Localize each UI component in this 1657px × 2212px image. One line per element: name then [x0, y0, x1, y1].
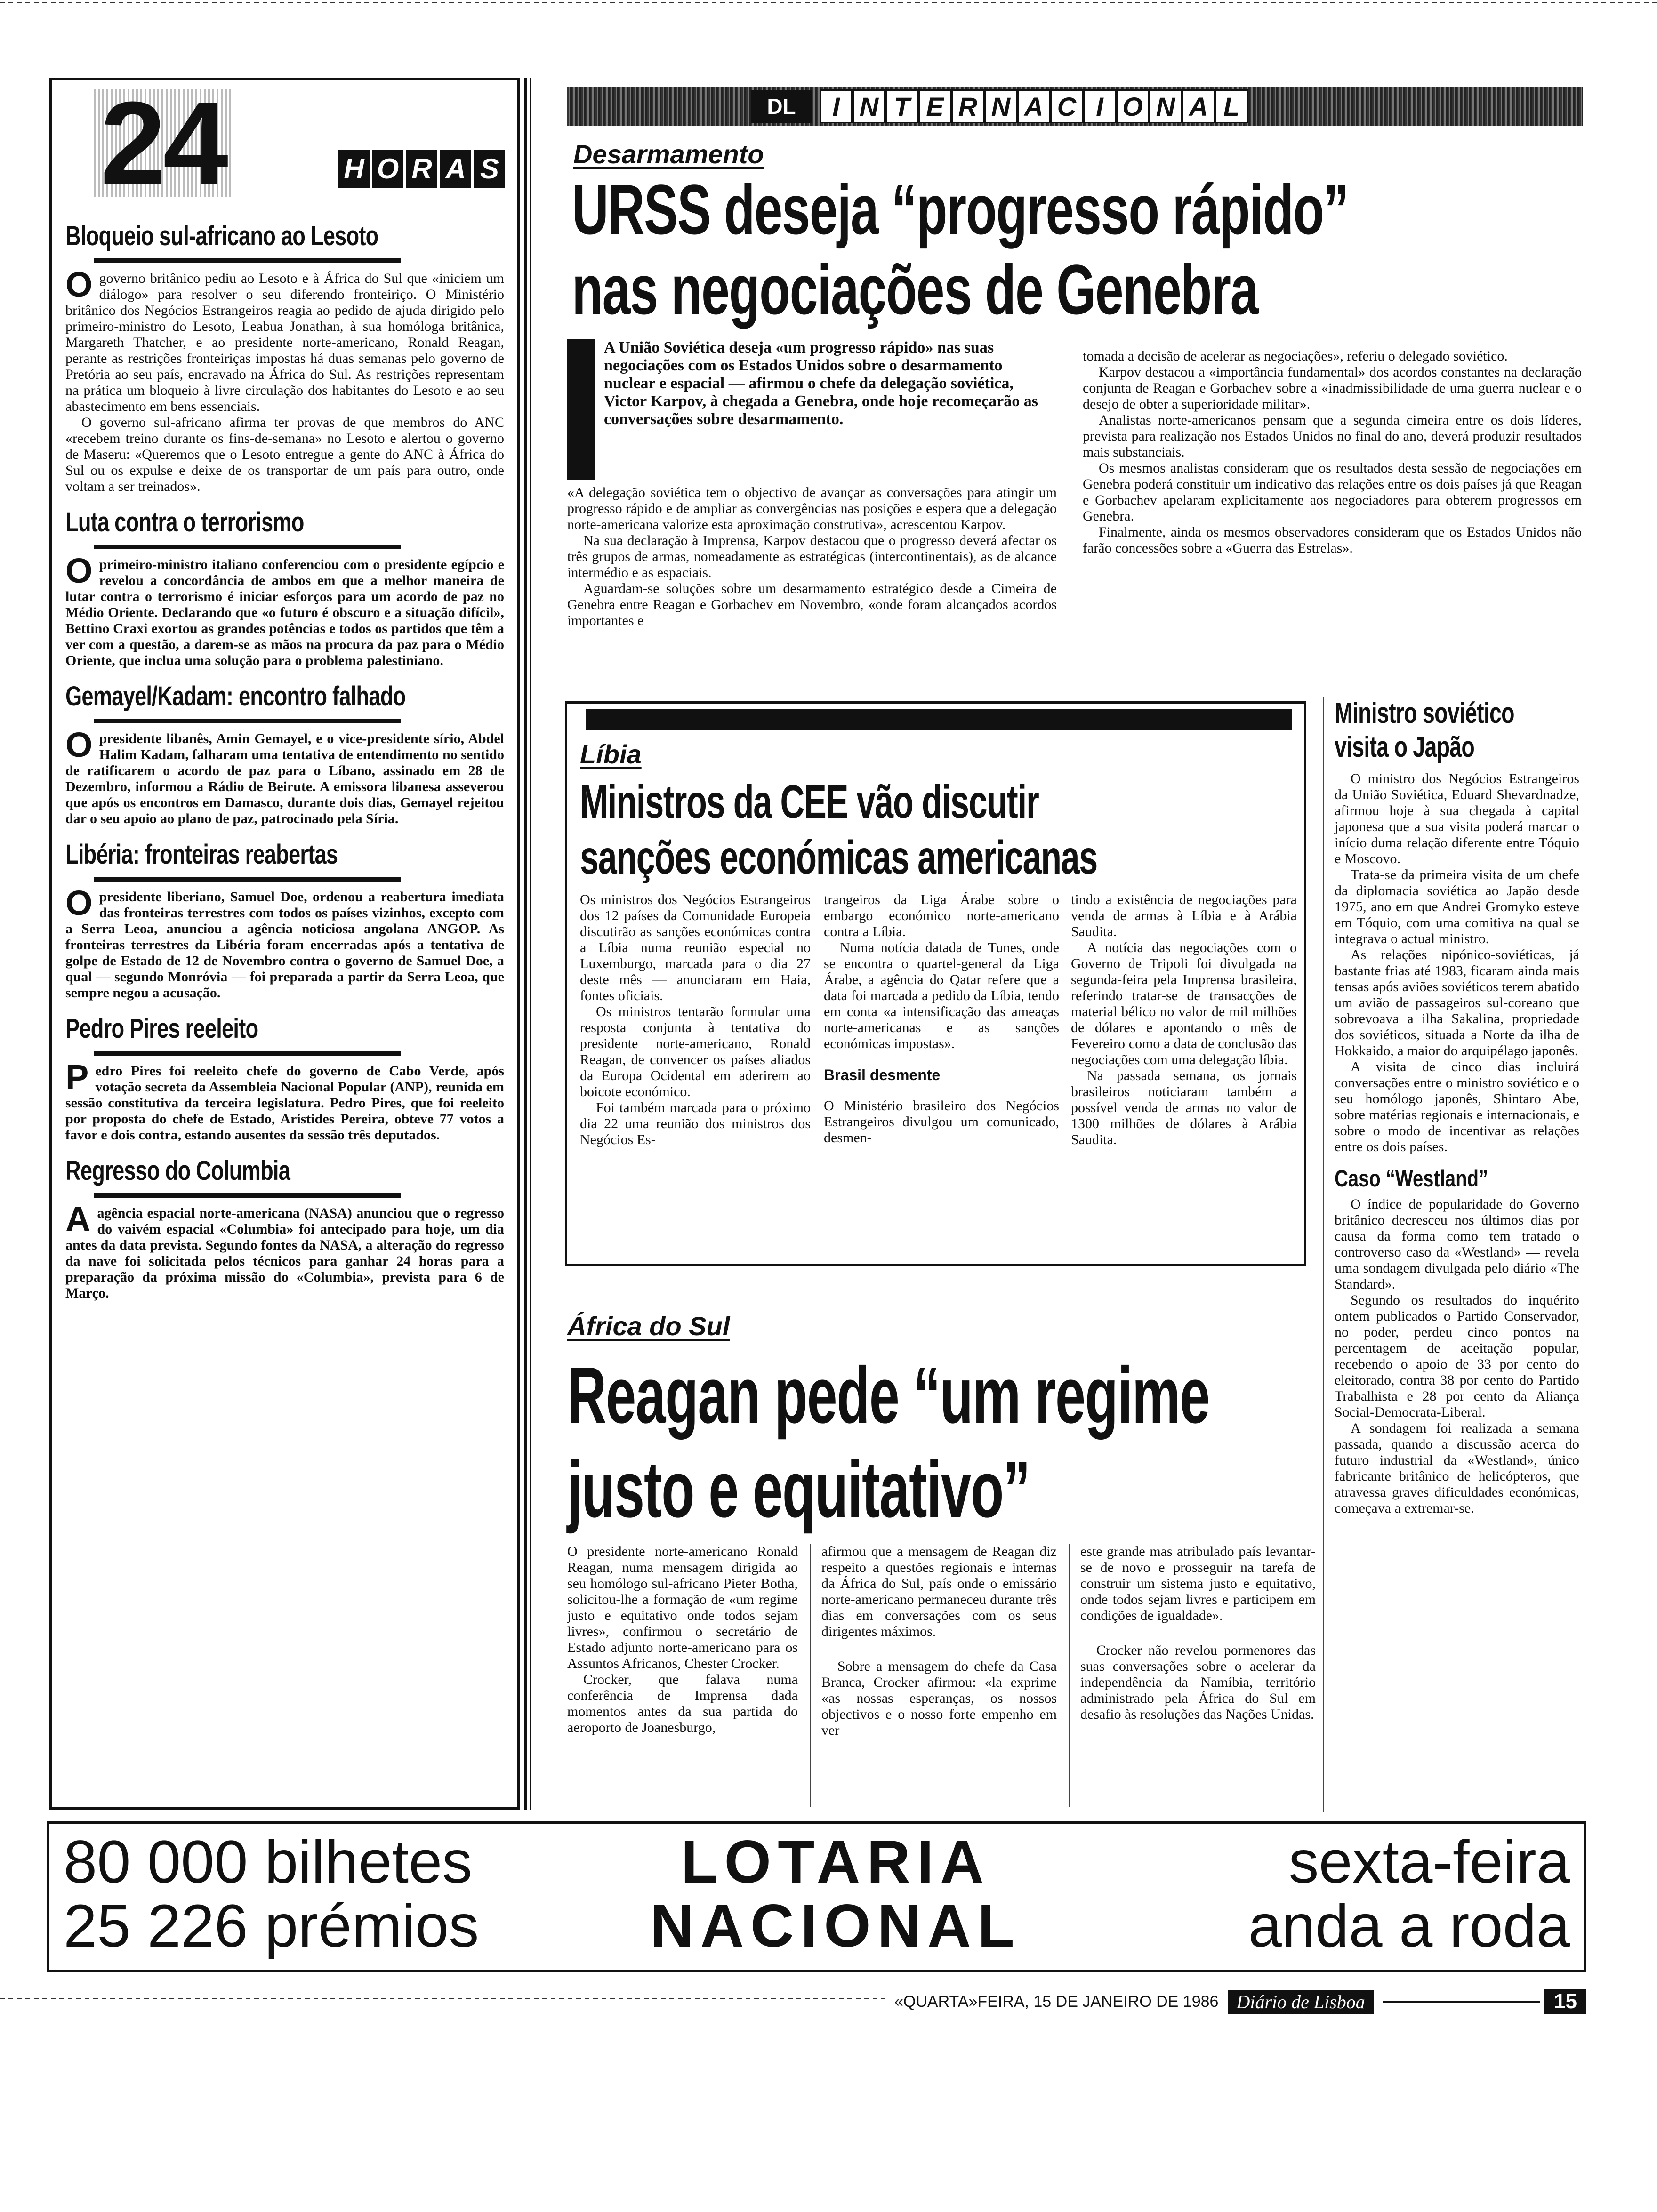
ad-right-text [1248, 1830, 1570, 1958]
brief-text: O governo sul-africano afirma ter provas de que membros do ANC «recebem treino durante os fins-de-semana» no Lesoto e alertou o governo de Maseru: «Queremos que o Lesoto entregue a gente do ANC à África do Sul ou os expulse e deixe de os transportar de um país para outro, onde voltam a ser treinados». [65, 415, 504, 494]
paragraph: trangeiros da Liga Árabe sobre o embargo económico norte-americano contra a Líbia. [824, 892, 1059, 939]
ad-left-text [64, 1830, 479, 1958]
brief-liberia [65, 839, 504, 1001]
title-rule [94, 545, 401, 549]
cut-line [0, 1998, 885, 1999]
section-letter: N [853, 89, 885, 123]
brief-text: O governo britânico pediu ao Lesoto e à África do Sul que «iniciem um diálogo» para resolver o seu diferendo fronteiriço. O Ministério britânico dos Negócios Estrangeiros reagia ao pedido de ajuda dirigido pelo primeiro-ministro do Lesoto, Leabua Jonathan, à sua homóloga britânica, Margareth Thatcher, e ao presidente norte-americano, Ronald Reagan, perante as restrições fronteiriças impostas há duas semanas pelo governo de Pretória ao seu país, encravado na África do Sul. As restrições representam na prática um bloqueio à livre circulação dos habitantes do Lesoto e ao seu abastecimento em bens essenciais. [65, 265, 504, 414]
article-column [1080, 1544, 1316, 1723]
ad-line: LOTARIA [681, 1828, 990, 1896]
brief-text: O presidente liberiano, Samuel Doe, ordenou a reabertura imediata das fronteiras terrestres com todos os países vizinhos, excepto com a Serra Leoa, anunciou a agência noticiosa angolana ANGOP. As fronteiras terrestres da Libéria foram encerradas após a tentativa de golpe de Estado de 12 de Novembro contra o governo de Samuel Doe, a qual — segundo Monróvia — foi preparada a partir da Serra Leoa, que sempre negou a acusação. [65, 883, 504, 1001]
column-rule [530, 78, 531, 1810]
paragraph: Karpov destacou a «importância fundamental» dos acordos constantes na declaração conjunta de Reagan e Gorbachev sobre a «inadmissibilidade de uma guerra nuclear e o desejo de obter a superioridade militar». [1083, 364, 1582, 412]
ad-line: sexta-feira [1288, 1828, 1570, 1896]
section-letter: A [1017, 89, 1050, 123]
paragraph: O índice de popularidade do Governo britânico decresceu nos últimos dias por causa da forma como tem tratado o controverso caso da «Westland» — revela uma sondagem divulgada pelo diário «The Standard». [1335, 1196, 1579, 1292]
drop-cap: O [65, 265, 93, 304]
column-rule [524, 78, 527, 1810]
paragraph: Analistas norte-americanos pensam que a segunda cimeira entre os dois líderes, prevista para realização nos Estados Unidos no final do ano, deverá produzir resultados mais substanciais. [1083, 412, 1582, 460]
paragraph: Numa notícia datada de Tunes, onde se encontra o quartel-general da Liga Árabe, a agência do Qatar refere que a data foi marcada a pedido da Líbia, tendo em conta «a intensificação das ameaças norte-americanas e as sanções económicas impostas». [824, 940, 1059, 1051]
footer-rule [1383, 2001, 1540, 2003]
cut-line [0, 2, 1657, 3]
paragraph: Os ministros tentarão formular uma resposta conjunta à tentativa do presidente norte-americano, Ronald Reagan, de convencer os países aliados da Europa Ocidental em aderirem ao boicote económico. [580, 1004, 811, 1099]
brief-text: O primeiro-ministro italiano conferenciou com o presidente egípcio e revelou a concordância de ambos em que a melhor maneira de lutar contra o terrorismo é iniciar esforços para um acordo de paz no Médio Oriente. Declarando que «o futuro é obscuro e a situação difícil», Bettino Craxi exortou as grandes potências e todos os partidos que têm a ver com a questão, a darem-se as mãos na procura da paz para o Médio Oriente, que inclua uma solução para o problema palestiniano. [65, 551, 504, 668]
issue-date: «QUARTA»FEIRA, 15 DE JANEIRO DE 1986 [894, 1992, 1219, 2011]
brief-terrorismo [65, 507, 504, 669]
page-number: 15 [1544, 1989, 1586, 2014]
24-horas-masthead [65, 78, 504, 208]
paragraph: A visita de cinco dias incluirá conversações entre o ministro soviético e o seu homólogo japonês, Shintaro Abe, sobre matérias regionais e internacionais, e sobre o modo de incentivar as relações entre os dois países. [1335, 1059, 1579, 1154]
article-column [1335, 1196, 1579, 1516]
paragraph: O Ministério brasileiro dos Negócios Estrangeiros divulgou um comunicado, desmen- [824, 1098, 1059, 1146]
article-headline [567, 1348, 1303, 1537]
article-kicker: Líbia [580, 739, 642, 769]
headline-line: sanções económicas americanas [580, 831, 1097, 884]
section-letter: I [820, 89, 853, 123]
paragraph: Os ministros dos Negócios Estrangeiros dos 12 países da Comunidade Europeia discutirão as sanções económicas contra a Líbia numa reunião especial no Luxemburgo, marcada para o dia 27 deste mês — anunciaram em Haia, fontes oficiais. [580, 892, 811, 1003]
page-footer [894, 1988, 1586, 2015]
title-rule [94, 1193, 401, 1198]
article-column [580, 892, 811, 1148]
newspaper-name: Diário de Lisboa [1228, 1990, 1373, 2014]
headline-line: Reagan pede “um regime [567, 1351, 1210, 1440]
paragraph: Finalmente, ainda os mesmos observadores consideram que os Estados Unidos não farão concessões sobre a «Guerra das Estrelas». [1083, 524, 1582, 556]
article-column [1071, 892, 1297, 1148]
paragraph: Sobre a mensagem do chefe da Casa Branca, Crocker afirmou: «la exprime «as nossas esperanças, os nossos objectivos e o nosso forte empenho em ver [821, 1659, 1057, 1738]
brief-title: Regresso do Columbia [65, 1155, 290, 1186]
paragraph: Na sua declaração à Imprensa, Karpov destacou que o progresso deverá afectar os três grupos de armas, nomeadamente as estratégicas (intercontinentais), as de alcance intermédio e as espaciais. [567, 533, 1057, 580]
headline-line: justo e equitativo” [567, 1445, 1030, 1534]
masthead-letter: H [338, 150, 370, 188]
24-horas-column [49, 78, 520, 1810]
drop-cap: O [65, 725, 93, 764]
paragraph: Crocker não revelou pormenores das suas conversações sobre o acelerar da independência da Namíbia, território administrado pela África do Sul em desafio às resoluções das Nações Unidas. [1080, 1643, 1316, 1722]
headline-line: Ministros da CEE vão discutir [580, 776, 1039, 828]
title-rule [94, 1051, 401, 1056]
paragraph: A sondagem foi realizada a semana passada, quando a discussão acerca do futuro industrial da «Westland», único fabricante britânico de helicópteros, que atravessa graves dificuldades económicas, começava a extremar-se. [1335, 1420, 1579, 1516]
paragraph: A notícia das negociações com o Governo de Tripoli foi divulgada na segunda-feira pela Imprensa brasileira, referindo tratar-se de transacções de material bélico no valor de mil milhões de dólares e apontando o mês de Fevereiro como a data de conclusão das negociações com uma delegação líbia. [1071, 940, 1297, 1067]
brief-lesoto [65, 221, 504, 495]
brief-text: Pedro Pires foi reeleito chefe do governo de Cabo Verde, após votação secreta da Assembleia Nacional Popular (ANP), reunida em sessão constitutiva da terceira legislatura. Pedro Pires, que foi reeleito por proposta do chefe de Estado, Aristides Pereira, obteve 77 votos a favor e dois contra, estando ausentes da sessão três deputados. [65, 1058, 504, 1143]
article-kicker: Desarmamento [573, 139, 764, 169]
subheading: Brasil desmente [824, 1066, 941, 1083]
ad-line: 25 226 prémios [64, 1892, 479, 1960]
section-letter: C [1050, 89, 1083, 123]
masthead-letter: O [372, 150, 403, 188]
section-letter: N [1149, 89, 1182, 123]
section-letter: T [885, 89, 918, 123]
paragraph: este grande mas atribulado país levantar-se de novo e prosseguir na tarefa de construir um sistema justo e equitativo, onde todos sejam livres e participem em condições de igualdade». [1080, 1544, 1316, 1623]
section-letter: I [1083, 89, 1116, 123]
article-column [1335, 771, 1579, 1155]
article-kicker: África do Sul [567, 1311, 730, 1341]
box-top-bar [586, 709, 1292, 730]
article-column [821, 1544, 1057, 1739]
right-column [1335, 697, 1579, 1516]
paragraph: Na passada semana, os jornais brasileiros noticiaram também a possível venda de armas no valor de 1300 milhões de dólares à Arábia Saudita. [1071, 1068, 1297, 1147]
section-header [567, 87, 1583, 126]
section-letter: E [918, 89, 951, 123]
section-letter: O [1116, 89, 1149, 123]
paragraph: Os mesmos analistas consideram que os resultados desta sessão de negociações em Genebra poderá constituir um indicativo das relações entre os dois países já que Reagan e Gorbachev apelaram explicitamente aos negociadores para obterem progressos em Genebra. [1083, 460, 1582, 524]
masthead-letter: S [474, 150, 505, 188]
article-headline: URSS deseja “progresso rápido” nas negociações de Genebra [572, 170, 1349, 329]
article-headline: Caso “Westland” [1335, 1165, 1488, 1192]
masthead-letter: R [406, 150, 437, 188]
brief-title: Pedro Pires reeleito [65, 1013, 258, 1044]
brief-gemayel [65, 681, 504, 827]
drop-cap: O [65, 551, 93, 590]
section-letter: R [951, 89, 984, 123]
paragraph: «A delegação soviética tem o objectivo de avançar as conversações para atingir um progresso rápido e de ampliar as convergências nas posições e espera que a delegação norte-americana valorize esta aproximação construtiva», acrescentou Karpov. [567, 485, 1057, 532]
brief-text: A agência espacial norte-americana (NASA) anunciou que o regresso do vaivém espacial «Columbia» foi antecipado para hoje, um dia antes da data prevista. Segundo fontes da NASA, a alteração do regresso da nave foi solicitada pelos técnicos para ganhar 24 horas para a preparação da próxima missão do «Columbia», prevista para 6 de Março. [65, 1200, 504, 1301]
paragraph: As relações nipónico-soviéticas, já bastante frias até 1983, ficaram ainda mais tensas após aviões soviéticos terem abatido um avião de passageiros sul-coreano que sobrevoava a ilha Sakalina, propriedade dos soviéticos, situada a Norte da ilha de Hokkaido, a maior do arquipélago japonês. [1335, 947, 1579, 1058]
paragraph: Trata-se da primeira visita de um chefe da diplomacia soviética ao Japão desde 1975, ano em que Andrei Gromyko esteve em Tóquio, com uma comitiva na qual se integrava o actual ministro. [1335, 867, 1579, 946]
ad-center-text [600, 1830, 1071, 1958]
title-rule [94, 258, 401, 263]
article-headline: Ministro soviético [1335, 697, 1514, 729]
column-rule [1069, 1544, 1070, 1807]
section-letter: N [984, 89, 1017, 123]
paragraph: Crocker, que falava numa conferência de Imprensa dada momentos antes da sua partida do aeroporto de Joanesburgo, [567, 1672, 798, 1735]
ad-line: 80 000 bilhetes [64, 1828, 473, 1896]
ad-line: NACIONAL [650, 1892, 1021, 1960]
brief-pedro-pires [65, 1013, 504, 1143]
section-letter: L [1215, 89, 1248, 123]
brief-title: Libéria: fronteiras reabertas [65, 839, 338, 870]
article-headline [580, 774, 1258, 885]
lotaria-ad [47, 1821, 1586, 1972]
lead-bar [567, 339, 595, 480]
drop-cap: A [65, 1200, 91, 1239]
brief-title: Gemayel/Kadam: encontro falhado [65, 681, 406, 712]
drop-cap: O [65, 883, 93, 922]
masthead-word [338, 150, 505, 188]
paragraph: Foi também marcada para o próximo dia 22 uma reunião dos ministros dos Negócios Es- [580, 1100, 811, 1147]
paragraph: tindo a existência de negociações para venda de armas à Líbia e à Arábia Saudita. [1071, 892, 1297, 939]
brief-columbia [65, 1155, 504, 1301]
brief-title: Luta contra o terrorismo [65, 507, 304, 537]
article-column [567, 1544, 798, 1736]
column-rule [1323, 697, 1324, 1812]
paragraph: afirmou que a mensagem de Reagan diz respeito a questões regionais e internas da África do Sul, país onde o emissário norte-americano permaneceu durante três dias em conversações com os seus dirigentes máximos. [821, 1544, 1057, 1639]
lead-text: A União Soviética deseja «um progresso rápido» nas suas negociações com os Estados Unidos sobre o desarmamento nuclear e espacial — afirmou o chefe da delegação soviética, Victor Karpov, à chegada a Genebra, onde hoje recomeçarão as conversações sobre desarmamento. [604, 339, 1038, 428]
brief-title: Bloqueio sul-africano ao Lesoto [65, 221, 378, 251]
article-column [567, 485, 1057, 629]
article-headline: visita o Japão [1335, 731, 1475, 763]
masthead-letter: A [440, 150, 471, 188]
article-column [1083, 348, 1582, 556]
title-rule [94, 719, 401, 723]
paragraph: tomada a decisão de acelerar as negociações», referiu o delegado soviético. [1083, 348, 1508, 364]
ad-line: anda a roda [1248, 1892, 1570, 1960]
column-rule [810, 1544, 811, 1807]
drop-cap: P [65, 1058, 89, 1097]
article-lead [567, 339, 1047, 489]
paragraph: O ministro dos Negócios Estrangeiros da União Soviética, Eduard Shevardnadze, afirmou hoje à sua chegada à capital japonesa que a sua visita poderá marcar o início duma relação diferente entre Tóquio e Moscovo. [1335, 771, 1579, 866]
section-title [820, 89, 1248, 123]
masthead-number: 24 [94, 89, 232, 197]
section-letter: A [1182, 89, 1215, 123]
newspaper-logo-icon: DL [751, 90, 812, 123]
title-rule [94, 877, 401, 882]
article-column [824, 892, 1059, 1146]
paragraph: Segundo os resultados do inquérito ontem publicados o Partido Conservador, no poder, perdeu cinco pontos na percentagem de aceitação popular, recebendo o apoio de 33 por cento do eleitorado, contra 38 por cento do Partido Trabalhista e 28 por cento da Aliança Social-Democrata-Liberal. [1335, 1292, 1579, 1420]
paragraph: Aguardam-se soluções sobre um desarmamento estratégico desde a Cimeira de Genebra entre Reagan e Gorbachev em Novembro, «onde foram alcançados acordos importantes e [567, 581, 1057, 628]
brief-text: O presidente libanês, Amin Gemayel, e o vice-presidente sírio, Abdel Halim Kadam, falharam uma tentativa de entendimento no sentido de ratificarem o acordo de paz para o Líbano, assinado em 28 de Dezembro, informou a Rádio de Beirute. A emissora libanesa asseverou que após os encontros em Damasco, durante dois dias, Gemayel rejeitou dar o seu apoio ao plano de paz, patrocinado pela Síria. [65, 725, 504, 826]
paragraph: O presidente norte-americano Ronald Reagan, numa mensagem dirigida ao seu homólogo sul-africano Pieter Botha, solicitou-lhe a formação de «um regime justo e equitativo onde todos sejam livres», confirmou o secretário de Estado adjunto norte-americano para os Assuntos Africanos, Chester Crocker. [567, 1544, 798, 1671]
